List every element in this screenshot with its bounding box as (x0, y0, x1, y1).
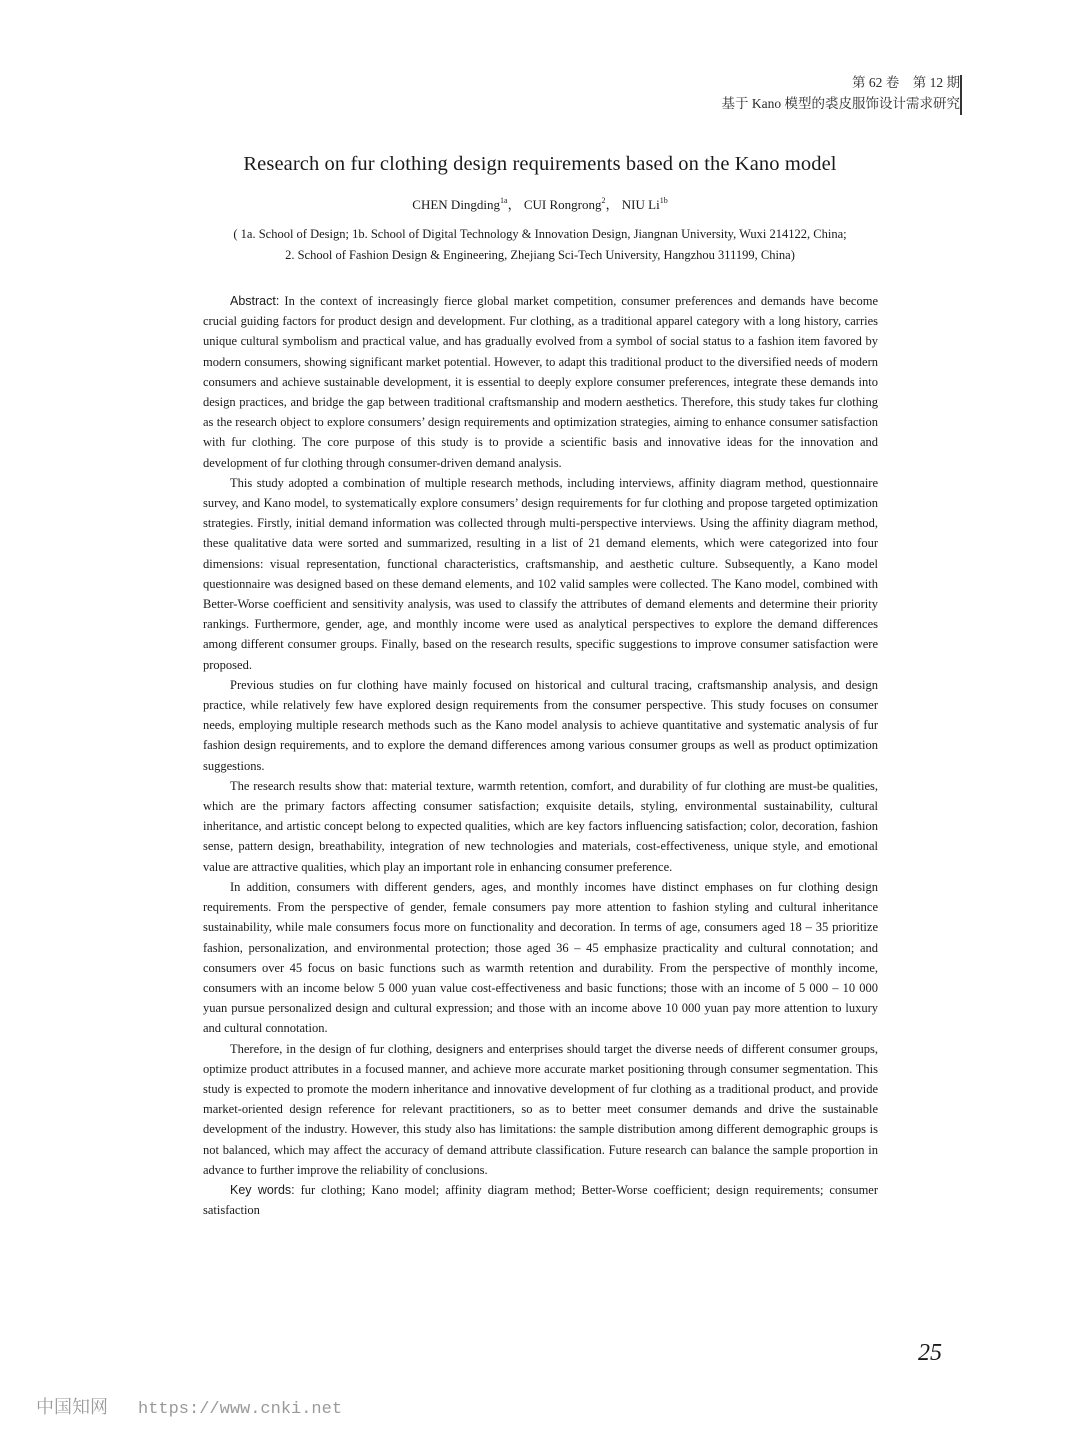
page-number: 25 (918, 1340, 942, 1366)
header-rule (960, 75, 962, 115)
header-running-title: 基于 Kano 模型的裘皮服饰设计需求研究 (721, 96, 960, 111)
keywords-label: Key words: (230, 1182, 295, 1197)
abstract-paragraph: The research results show that: material texture, warmth retention, comfort, and durability of fur clothing are must-be qualities, which are the primary factors affecting consumer satisfaction; exquisite details, styling, environmental sustainability, cultural inheritance, and artistic concept belong to expected qualities, which are key factors influencing satisfaction; color, decoration, fashion sense, pattern design, breathability, integration of new technologies and materials, cost-effectiveness, unique style, and emotional value are attractive qualities, which play an important role in enhancing consumer preference. (203, 778, 878, 874)
running-header (722, 72, 961, 114)
author-separator: ， (605, 197, 619, 212)
watermark-url: https://www.cnki.net (138, 1400, 343, 1419)
paper-title: Research on fur clothing design requirements based on the Kano model (243, 153, 837, 175)
abstract-paragraph: This study adopted a combination of multiple research methods, including interviews, affinity diagram method, questionnaire survey, and Kano model, to systematically explore consumers’ design requirements for fur clothing and propose targeted optimization strategies. Firstly, initial demand information was collected through multi-perspective interviews. Using the affinity diagram method, these qualitative data were sorted and summarized, resulting in a list of 21 demand elements, which were categorized into four dimensions: visual representation, functional characteristics, craftsmanship, and aesthetic culture. Subsequently, a Kano model questionnaire was designed based on these demand elements, and 102 valid samples were collected. The Kano model, combined with Better-Worse coefficient and sensitivity analysis, was used to classify the attributes of demand elements and determine their priority rankings. Furthermore, gender, age, and monthly income were used as analytical perspectives to explore the demand differences among different consumer groups. Finally, based on the research results, specific suggestions to improve consumer satisfaction were proposed. (203, 475, 878, 672)
author-name: CUI Rongrong (523, 197, 602, 212)
abstract-section (203, 291, 878, 1220)
keywords (203, 1180, 878, 1220)
author-affil-mark: 1a (500, 196, 508, 205)
affiliation-line: ( 1a. School of Design; 1b. School of Digital Technology & Innovation Design, Jiangnan University, Wuxi 214122, China; (233, 227, 847, 241)
affiliations (0, 224, 1080, 266)
abstract-paragraph (203, 291, 878, 473)
abstract-label: Abstract: (230, 294, 280, 308)
author-name: CHEN Dingding (412, 197, 501, 212)
watermark-brand: 中国知网 (36, 1397, 108, 1417)
author-separator: ， (507, 197, 521, 212)
cnki-watermark (36, 1393, 342, 1419)
header-issue: 第 62 卷 第 12 期 (852, 75, 960, 90)
keywords-text: fur clothing; Kano model; affinity diagram method; Better-Worse coefficient; design requirements; consumer satisfaction (203, 1182, 878, 1218)
affiliation-line: 2. School of Fashion Design & Engineering, Zhejiang Sci-Tech University, Hangzhou 311199, China) (285, 248, 795, 262)
abstract-text: In the context of increasingly fierce global market competition, consumer preferences and demands have become crucial guiding factors for product design and development. Fur clothing, as a traditional apparel category with a long history, carries unique cultural symbolism and practical value, and has gradually evolved from a symbol of social status to a fashion item favored by modern consumers, showing significant market potential. However, to adapt this traditional product to the diversified needs of modern consumers and achieve sustainable development, it is essential to deeply explore consumer preferences, integrate these demands into design practices, and bridge the gap between traditional craftsmanship and modern aesthetics. Therefore, this study takes fur clothing as the research object to explore consumers’ design requirements and optimization strategies, aiming to enhance consumer satisfaction with fur clothing. The core purpose of this study is to provide a scientific basis and innovative ideas for the innovation and development of fur clothing through consumer-driven demand analysis. (203, 294, 879, 470)
author-line (0, 194, 1080, 213)
abstract-paragraph: Previous studies on fur clothing have mainly focused on historical and cultural tracing, craftsmanship analysis, and design practice, while relatively few have explored design requirements from the consumer perspective. This study focuses on consumer needs, employing multiple research methods such as the Kano model analysis to achieve quantitative and systematic analysis of fur fashion design requirements, and to explore the demand differences among various consumer groups as well as product optimization suggestions. (203, 677, 878, 773)
author-name: NIU Li (621, 197, 660, 212)
author-affil-mark: 2 (601, 196, 606, 205)
author-affil-mark: 1b (659, 196, 668, 205)
abstract-paragraph: In addition, consumers with different genders, ages, and monthly incomes have distinct emphases on fur clothing design requirements. From the perspective of gender, female consumers pay more attention to fashion styling and cultural inheritance sustainability, while male consumers focus more on functionality and decoration. In terms of age, consumers aged 18 – 35 prioritize fashion, personalization, and environmental protection; those aged 36 – 45 emphasize practicality and cultural connotation; and consumers over 45 focus on basic functions such as warmth retention and durability. From the perspective of monthly income, consumers with an income below 5 000 yuan value cost-effectiveness and basic functions; those with an income of 5 000 – 10 000 yuan pursue personalized design and cultural expression; and those with an income above 10 000 yuan pay more attention to luxury and cultural connotation. (203, 879, 878, 1036)
abstract-paragraph: Therefore, in the design of fur clothing, designers and enterprises should target the diverse needs of different consumer groups, optimize product attributes in a focused manner, and achieve more accurate market positioning through consumer segmentation. This study is expected to promote the modern inheritance and innovative development of fur clothing as a traditional product, and provide market-oriented design reference for relevant practitioners, so as to better meet consumer demands and drive the sustainable development of the industry. However, this study also has limitations: the sample distribution among different demographic groups is not balanced, which may affect the accuracy of demand attribute classification. Future research can balance the sample proportion in advance to further improve the reliability of conclusions. (203, 1041, 878, 1177)
